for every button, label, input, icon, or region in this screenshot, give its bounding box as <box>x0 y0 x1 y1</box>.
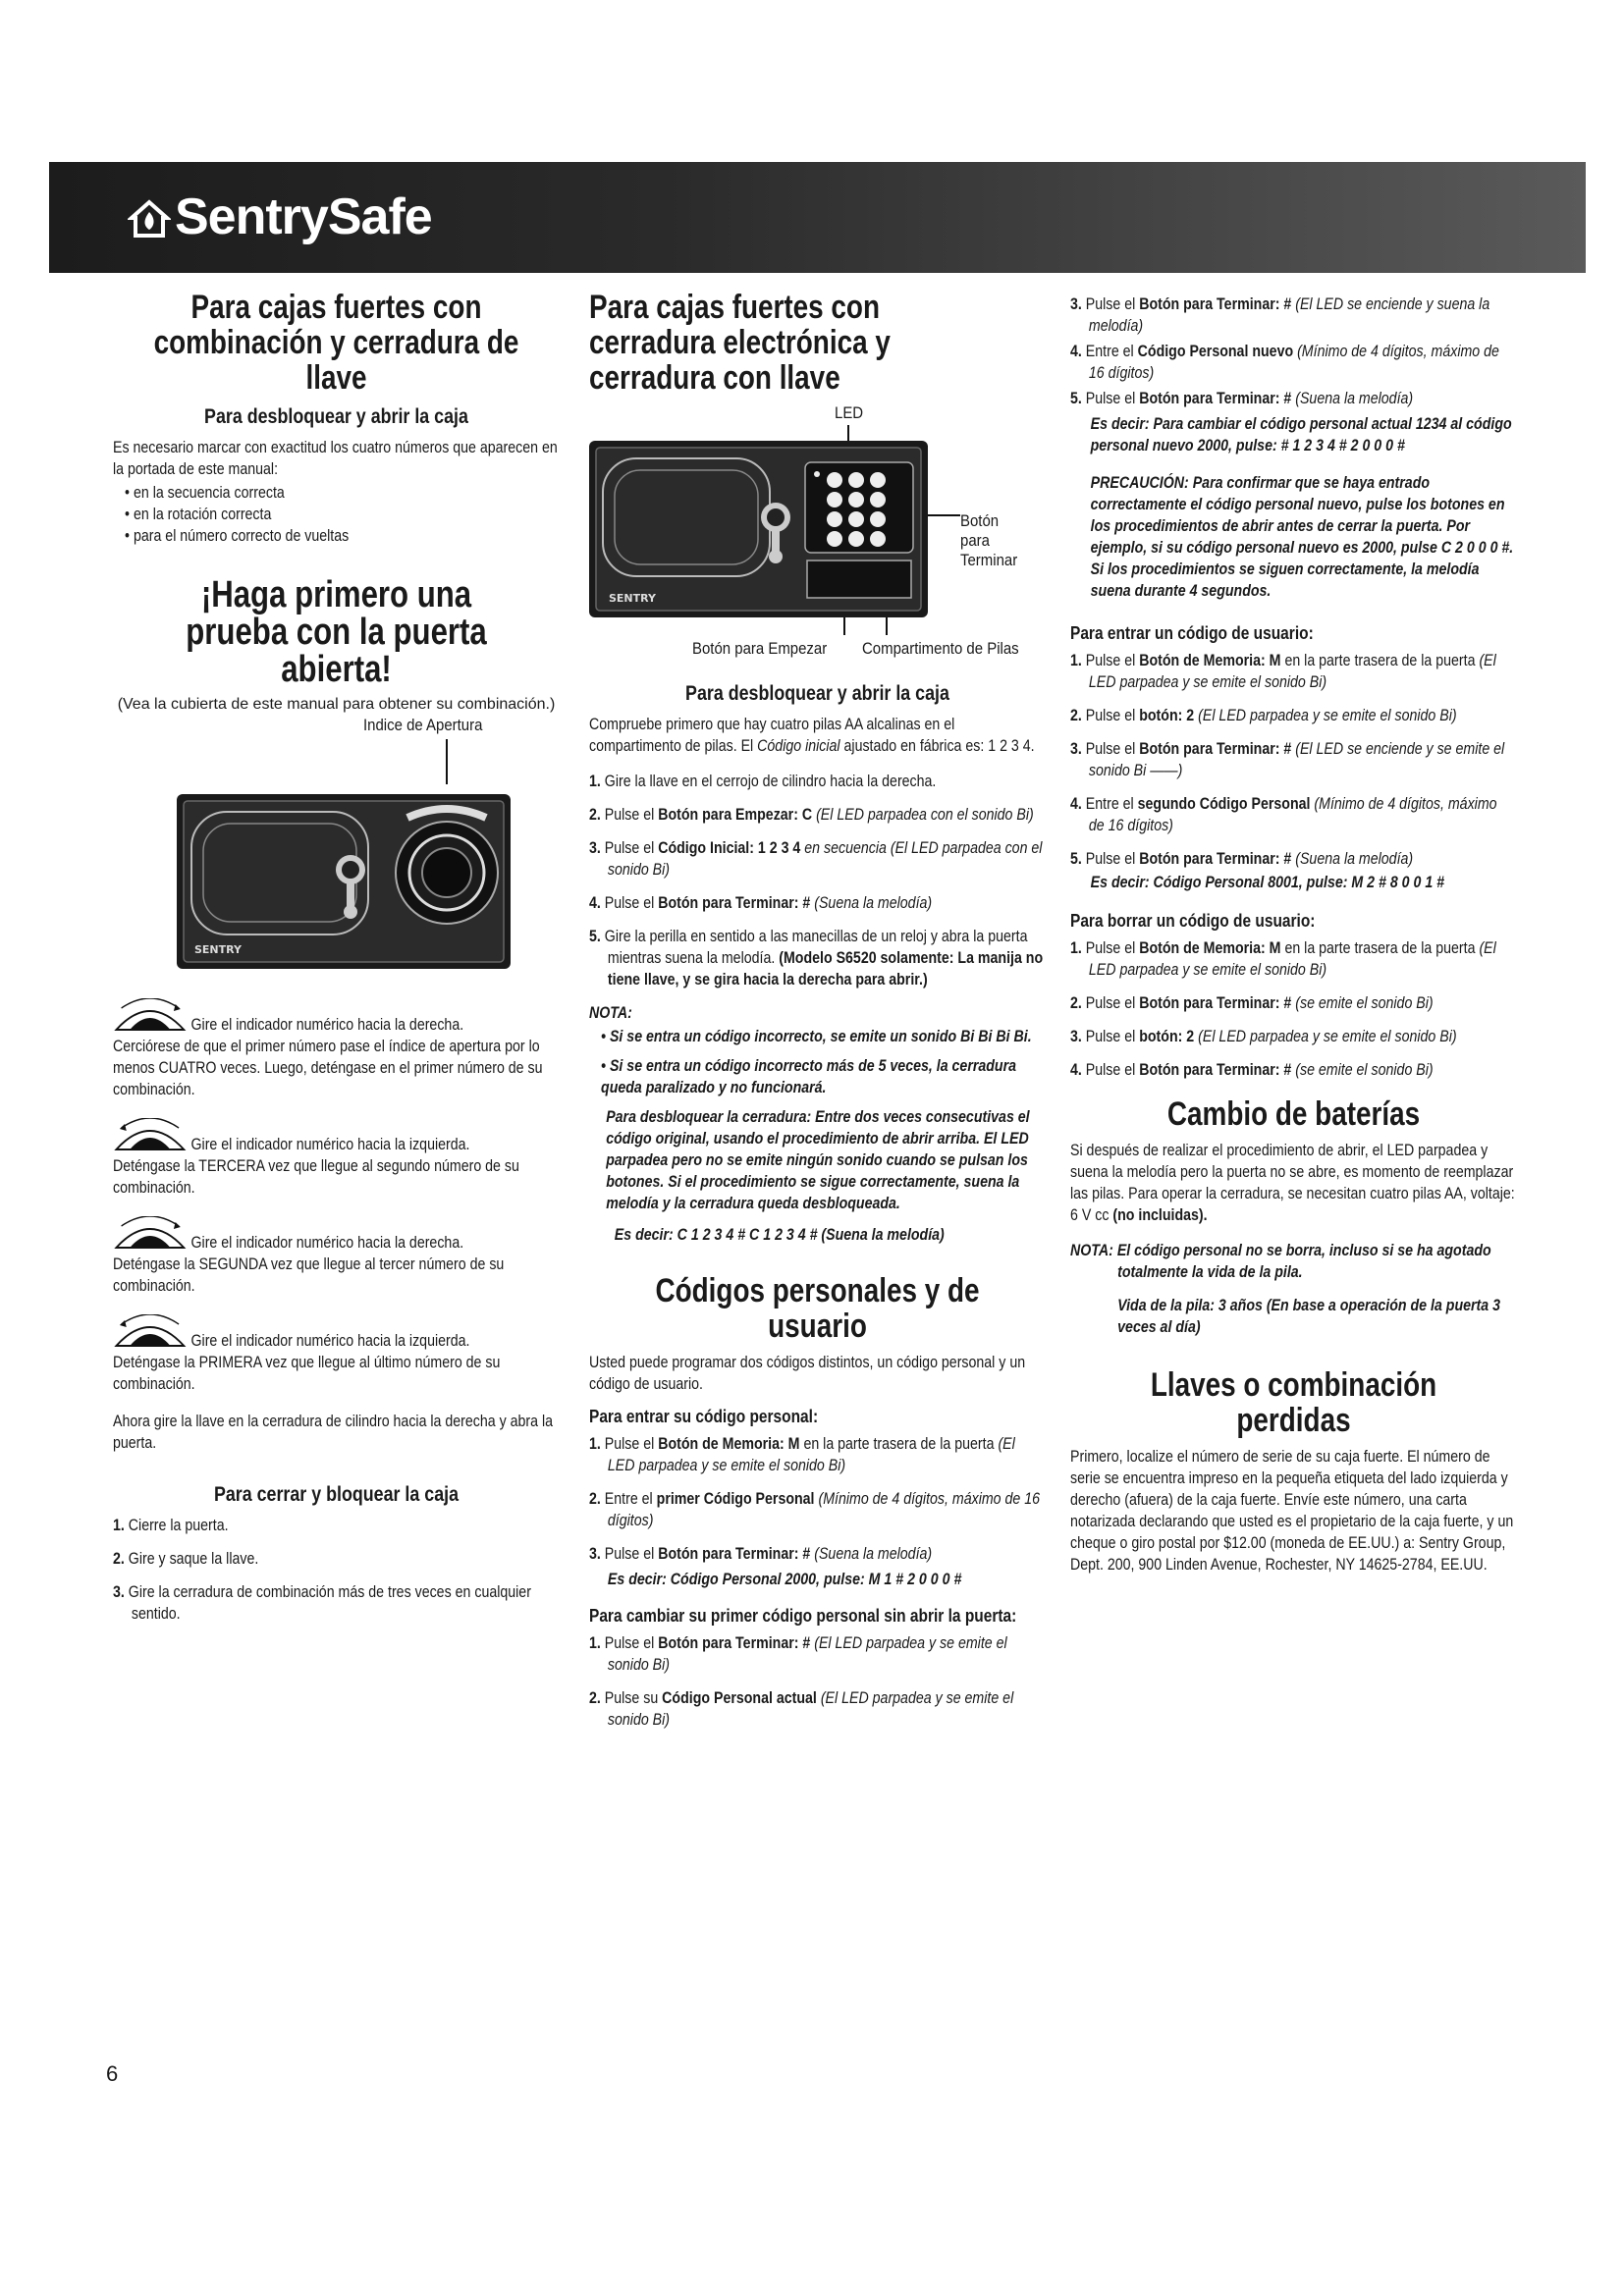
user-delete-heading: Para borrar un código de usuario: <box>1070 911 1316 931</box>
user-delete-steps <box>1070 937 1516 1081</box>
test-heading: ¡Haga primero una prueba con la puerta abierta! <box>186 574 487 690</box>
list-item: 2. Pulse el Botón para Terminar: # (se emite el sonido Bi) <box>1070 994 1434 1012</box>
list-item: 1. Pulse el Botón de Memoria: M en la parte trasera de la puerta (El LED parpadea y se emite el sonido Bi) <box>589 1435 1015 1474</box>
electronic-safe-diagram <box>589 403 1046 668</box>
dial-step-lead: Gire el indicador numérico hacia la izquierda. <box>190 1332 470 1350</box>
list-item: 1. Gire la llave en el cerrojo de cilindro hacia la derecha. <box>589 773 937 790</box>
battery-heading: Cambio de baterías <box>1166 1095 1421 1133</box>
list-item: 3. Pulse el Botón para Terminar: # (El LED se enciende y suena la melodía) <box>1070 295 1490 335</box>
led-label: LED <box>835 403 864 422</box>
list-item: 5. Pulse el Botón para Terminar: # (Suena la melodía) <box>1070 850 1414 868</box>
personal-steps <box>589 1433 1045 1565</box>
list-item: 3. Pulse el botón: 2 (El LED parpadea y se emite el sonido Bi) <box>1070 1028 1457 1045</box>
list-item: 1. Pulse el Botón de Memoria: M en la parte trasera de la puerta (El LED parpadea y se emite el sonido Bi) <box>1070 652 1496 691</box>
user-enter-heading: Para entrar un código de usuario: <box>1070 623 1314 643</box>
example-2: Es decir: Código Personal 2000, pulse: M 1 # 2 0 0 0 # <box>607 1571 962 1588</box>
battery-text: Si después de realizar el procedimiento de abrir, el LED parpadea y suena la melodía pero la puerta no se abre, es momento de reemplazar las pilas. Para operar la cerradura, se necesitan cuatro pilas AA, voltaje: 6 V cc (no incluidas). <box>1070 1142 1515 1224</box>
combination-safe-illustration <box>113 735 560 981</box>
codes-heading: Códigos personales y de usuario <box>655 1272 980 1345</box>
change-heading: Para cambiar su primer código personal sin abrir la puerta: <box>589 1606 1017 1626</box>
list-item: 2. Gire y saque la llave. <box>113 1550 259 1568</box>
column-combination-lock <box>113 290 560 1636</box>
close-steps <box>113 1515 559 1625</box>
list-item: 3. Gire la cerradura de combinación más de tres veces en cualquier sentido. <box>113 1583 531 1623</box>
combination-safe-diagram <box>113 716 560 981</box>
list-item: 5. Gire la perilla en sentido a las manecillas de un reloj y abra la puerta mientras suena la melodía. (Modelo S6520 solamente: La manija no tiene llave, y se gira hacia la derecha para abrir.) <box>589 928 1044 988</box>
col1-bullet-list <box>113 482 559 547</box>
list-item: 2. Pulse el Botón para Empezar: C (El LED parpadea con el sonido Bi) <box>589 806 1034 824</box>
list-item: 3. Pulse el Botón para Terminar: # (Suena la melodía) <box>589 1545 933 1563</box>
col2-unlock-intro: Compruebe primero que hay cuatro pilas AA alcalinas en el compartimento de pilas. El Código inicial ajustado en fábrica es: 1 2 3 4. <box>589 716 1035 755</box>
column-electronic-lock <box>589 290 1046 1742</box>
col1-title: Para cajas fuertes con combinación y cerradura de llave <box>153 289 519 397</box>
example-1: Es decir: C 1 2 3 4 # C 1 2 3 4 # (Suena la melodía) <box>614 1226 945 1244</box>
dial-right-icon <box>113 1216 188 1250</box>
test-note: (Vea la cubierta de este manual para obtener su combinación.) <box>117 696 556 713</box>
col1-intro: Es necesario marcar con exactitud los cuatro números que aparecen en la portada de este manual: <box>113 439 558 478</box>
list-item: 2. Entre el primer Código Personal (Mínimo de 4 dígitos, máximo de 16 dígitos) <box>589 1490 1041 1529</box>
dial-step-lead: Gire el indicador numérico hacia la derecha. <box>190 1016 464 1034</box>
dial-step-text: Cerciórese de que el primer número pase el índice de apertura por lo menos CUATRO veces. Luego, deténgase en el primer número de su combinación. <box>113 1038 543 1098</box>
page-number: 6 <box>106 2061 119 2086</box>
list-item: • Si se entra un código incorrecto, se emite un sonido Bi Bi Bi Bi. <box>601 1026 1045 1047</box>
dial-step-lead: Gire el indicador numérico hacia la izquierda. <box>190 1136 470 1153</box>
dial-instructions <box>113 998 559 1454</box>
dial-step <box>113 1314 559 1395</box>
battery-note: NOTA: El código personal no se borra, incluso si se ha agotado totalmente la vida de la pila. <box>1070 1242 1491 1281</box>
dial-step-text: Deténgase la TERCERA vez que llegue al segundo número de su combinación. <box>113 1157 519 1197</box>
dial-left-icon <box>113 1314 188 1348</box>
col2-title: Para cajas fuertes con cerradura electrónica y cerradura con llave <box>589 289 891 397</box>
list-item: 4. Pulse el Botón para Terminar: # (Suena la melodía) <box>589 894 933 912</box>
example-3: Es decir: Para cambiar el código personal actual 1234 al código personal nuevo 2000, pulse: # 1 2 3 4 # 2 0 0 0 # <box>1090 415 1512 454</box>
list-item: 1. Pulse el Botón de Memoria: M en la parte trasera de la puerta (El LED parpadea y se emite el sonido Bi) <box>1070 939 1496 979</box>
list-item: 5. Pulse el Botón para Terminar: # (Suena la melodía) <box>1070 390 1414 407</box>
list-item: 2. Pulse el botón: 2 (El LED parpadea y se emite el sonido Bi) <box>1070 707 1457 724</box>
battery-life: Vida de la pila: 3 años (En base a operación de la puerta 3 veces al día) <box>1117 1297 1500 1336</box>
final-instruction: Ahora gire la llave en la cerradura de cilindro hacia la derecha y abra la puerta. <box>113 1413 554 1452</box>
nota-label: NOTA: <box>589 1004 632 1022</box>
lost-heading: Llaves o combinación perdidas <box>1150 1366 1437 1439</box>
electronic-safe-illustration <box>589 403 1046 649</box>
unlock-lock-text: Para desbloquear la cerradura: Entre dos veces consecutivas el código original, usando el procedimiento de abrir arriba. El LED parpadea pero no se emite ningún sonido cuando se pulsan los botones. Si el procedimiento se sigue correctamente, suena la melodía y la cerradura queda desbloqueada. <box>606 1108 1030 1212</box>
column-codes-batteries <box>1070 290 1517 1575</box>
dial-left-icon <box>113 1118 188 1151</box>
list-item: • en la secuencia correcta <box>125 482 559 504</box>
brand-name: SentrySafe <box>175 188 432 245</box>
close-heading: Para cerrar y bloquear la caja <box>213 1483 460 1506</box>
dial-step <box>113 1216 559 1297</box>
enter-personal-heading: Para entrar su código personal: <box>589 1407 819 1426</box>
col1-unlock-heading: Para desbloquear y abrir la caja <box>204 405 468 428</box>
start-button-label: Botón para Empezar <box>692 639 828 658</box>
dial-step-text: Deténgase la PRIMERA vez que llegue al último número de su combinación. <box>113 1354 501 1393</box>
dial-step <box>113 1118 559 1199</box>
list-item: • Si se entra un código incorrecto más de 5 veces, la cerradura queda paralizado y no funcionará. <box>601 1055 1045 1098</box>
list-item: 3. Pulse el Botón para Terminar: # (El LED se enciende y se emite el sonido Bi ——) <box>1070 740 1505 779</box>
battery-compartment-label: Compartimento de Pilas <box>862 639 1019 658</box>
user-enter-steps <box>1070 650 1516 870</box>
safe-brand-mark: SENTRY <box>609 592 656 605</box>
change-steps-continued <box>1070 294 1516 409</box>
col2-unlock-heading: Para desbloquear y abrir la caja <box>685 682 949 705</box>
list-item: 1. Cierre la puerta. <box>113 1517 229 1534</box>
list-item: 1. Pulse el Botón para Terminar: # (El LED parpadea y se emite el sonido Bi) <box>589 1634 1007 1674</box>
finish-button-label: Botón para Terminar <box>960 511 1018 569</box>
change-steps <box>589 1632 1045 1731</box>
dial-step <box>113 998 559 1100</box>
safe-brand-mark: SENTRY <box>194 943 242 956</box>
lost-text: Primero, localize el número de serie de su caja fuerte. El número de serie se encuentra impreso en la pequeña etiqueta del lado izquierda y derecho (afuera) de la caja fuerte. Envíe este número, una carta notarizada declarando que usted es el propietario de la caja fuerte, y un cheque o giro postal por $12.00 (moneda de EE.UU.) a: Sentry Group, Dept. 200, 900 Linden Avenue, Rochester, NY 14625-2784, EE.UU. <box>1070 1448 1514 1574</box>
example-4: Es decir: Código Personal 8001, pulse: M 2 # 8 0 0 1 # <box>1090 874 1445 891</box>
list-item: 3. Pulse el Código Inicial: 1 2 3 4 en secuencia (El LED parpadea con el sonido Bi) <box>589 839 1043 879</box>
dial-right-icon <box>113 998 188 1032</box>
list-item: 2. Pulse su Código Personal actual (El LED parpadea y se emite el sonido Bi) <box>589 1689 1014 1729</box>
codes-intro: Usted puede programar dos códigos distintos, un código personal y un código de usuario. <box>589 1354 1026 1393</box>
list-item: 4. Entre el Código Personal nuevo (Mínimo de 4 dígitos, máximo de 16 dígitos) <box>1070 343 1499 382</box>
nota-list <box>589 1026 1045 1098</box>
brand-header-bar <box>49 162 1586 273</box>
unlock-steps <box>589 771 1045 990</box>
dial-step-text: Deténgase la SEGUNDA vez que llegue al tercer número de su combinación. <box>113 1255 505 1295</box>
dial-step-lead: Gire el indicador numérico hacia la derecha. <box>190 1234 464 1252</box>
list-item: • para el número correcto de vueltas <box>125 525 559 547</box>
sentrysafe-logo <box>128 187 432 246</box>
house-flame-icon <box>128 196 171 240</box>
list-item: • en la rotación correcta <box>125 504 559 525</box>
opening-index-label: Indice de Apertura <box>363 716 483 734</box>
precaution: PRECAUCIÓN: Para confirmar que se haya entrado correctamente el código personal nuevo, pulse los botones en los procedimientos de abrir antes de cerrar la puerta. Por ejemplo, si su código personal nuevo es 2000, pulse C 2 0 0 0 #. Si los procedimientos se siguen correctamente, la melodía suena durante 4 segundos. <box>1090 474 1514 600</box>
list-item: 4. Entre el segundo Código Personal (Mínimo de 4 dígitos, máximo de 16 dígitos) <box>1070 795 1497 834</box>
list-item: 4. Pulse el Botón para Terminar: # (se emite el sonido Bi) <box>1070 1061 1434 1079</box>
